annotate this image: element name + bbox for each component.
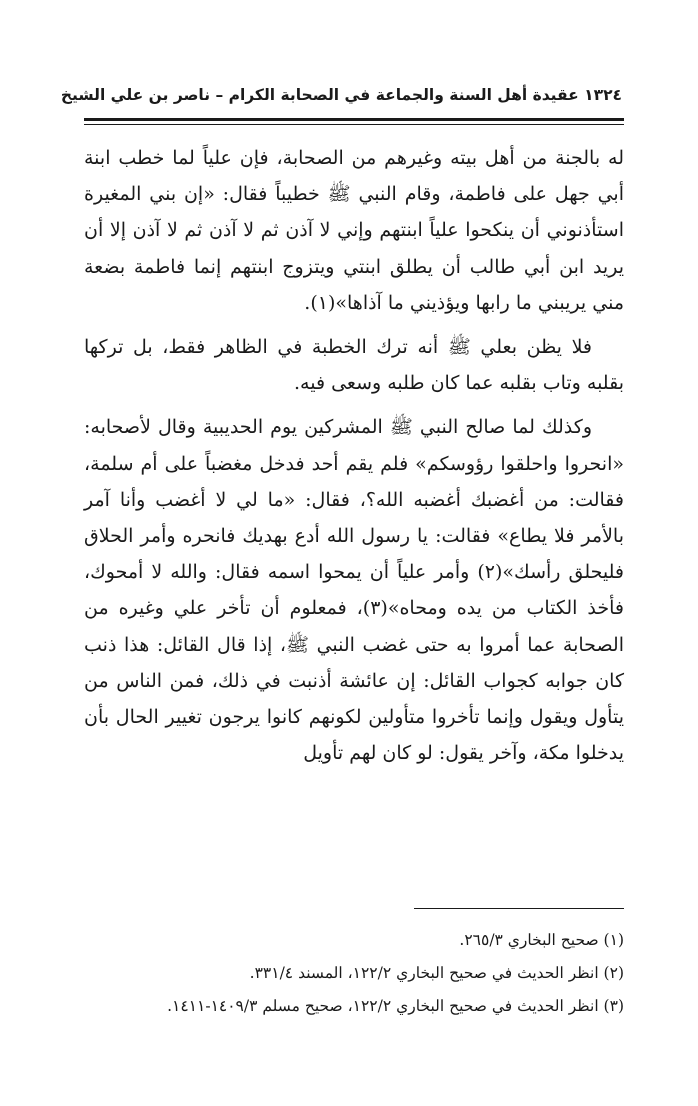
footnotes [84, 924, 624, 1023]
footnote-separator [414, 908, 624, 909]
header-rule-thin [84, 124, 624, 125]
paragraph: له بالجنة من أهل بيته وغيرهم من الصحابة، فإن علياً لما خطب ابنة أبي جهل على فاطمة، وقام النبي ﷺ خطيباً فقال: «إن بني المغيرة استأذنوني أن ينكحوا علياً ابنتهم وإني لا آذن ثم لا آذن ثم لا آذن إلا أن يريد ابن أبي طالب أن يطلق ابنتي ويتزوج ابنتهم إنما فاطمة بضعة مني يريبني ما رابها ويؤذيني ما آذاها»(١). [84, 147, 624, 314]
footnote: (١) صحيح البخاري ٢٦٥/٣. [459, 931, 624, 949]
footnote: (٣) انظر الحديث في صحيح البخاري ١٢٢/٢، صحيح مسلم ١٤٠٩/٣-١٤١١. [167, 997, 624, 1015]
paragraph: فلا يظن بعلي ﷺ أنه ترك الخطبة في الظاهر فقط، بل تركها بقلبه وتاب بقلبه عما كان طلبه وسعى فيه. [84, 336, 624, 395]
running-title: عقيدة أهل السنة والجماعة في الصحابة الكرام – ناصر بن علي الشيخ [60, 86, 579, 104]
main-text [84, 140, 624, 779]
footnote: (٢) انظر الحديث في صحيح البخاري ١٢٢/٢، المسند ٣٣١/٤. [249, 964, 624, 982]
paragraph: وكذلك لما صالح النبي ﷺ المشركين يوم الحديبية وقال لأصحابه: «انحروا واحلقوا رؤوسكم» فلم يقم أحد فدخل مغضباً على أم سلمة، فقالت: من أغضبك أغضبه الله؟، فقال: «ما لي لا أغضب وأنا آمر بالأمر فلا يطاع» فقالت: يا رسول الله أدع بهديك فانحره وأمر الحلاق فليحلق رأسك»(٢) وأمر علياً أن يمحوا اسمه فقال: والله لا أمحوك، فأخذ الكتاب من يده ومحاه»(٣)، فمعلوم أن تأخر علي وغيره من الصحابة عما أمروا به حتى غضب النبي ﷺ، إذا قال القائل: هذا ذنب كان جوابه كجواب القائل: إن عائشة أذنبت في ذلك، فمن الناس من يتأول ويقول وإنما تأخروا متأولين لكونهم كانوا يرجون تغيير الحال بأن يدخلوا مكة، وآخر يقول: لو كان لهم تأويل [84, 416, 624, 765]
page-number: ١٣٢٤ [584, 86, 622, 104]
running-header [60, 86, 622, 104]
header-rule-thick [84, 118, 624, 121]
